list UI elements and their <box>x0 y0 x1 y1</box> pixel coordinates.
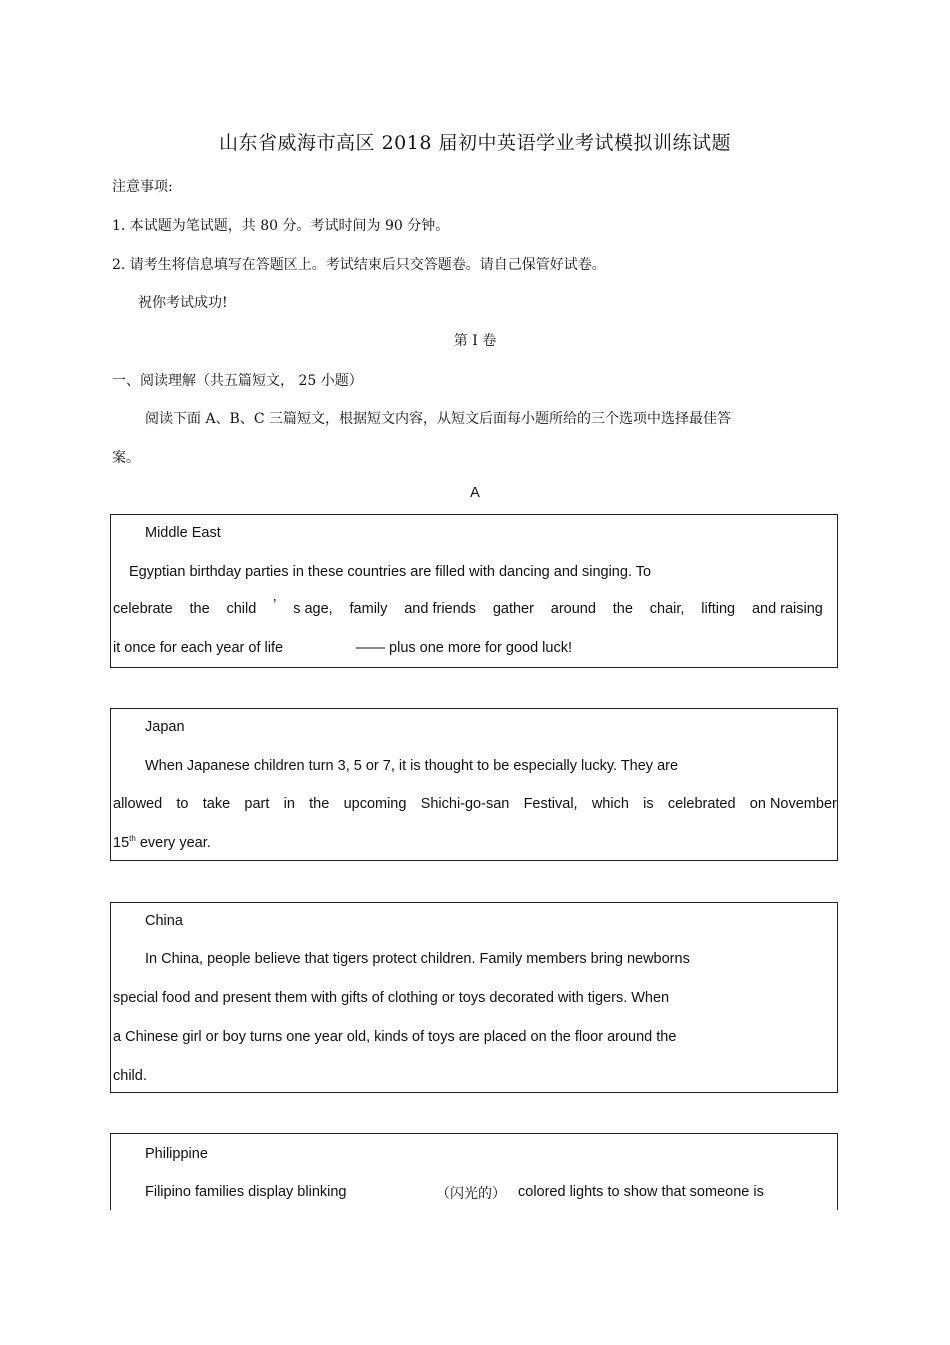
word: chair, <box>649 601 685 617</box>
word: ’ <box>273 597 277 613</box>
ordinal-suffix: th <box>129 834 136 843</box>
word: and friends <box>404 601 476 617</box>
word: gather <box>492 601 534 617</box>
box-line: child. <box>113 1068 147 1084</box>
word: allowed <box>113 796 163 812</box>
passage-label: A <box>470 485 480 501</box>
box-middle-east <box>110 514 838 668</box>
box-line: colored lights to show that someone is <box>518 1184 764 1200</box>
box-line: In China, people believe that tigers protect children. Family members bring newborns <box>145 951 690 967</box>
date-rest: every year. <box>135 835 211 851</box>
word: around <box>550 601 596 617</box>
word: take <box>202 796 231 812</box>
word: which <box>591 796 629 812</box>
word: on November <box>749 796 837 812</box>
word: s age, <box>293 601 333 617</box>
section-instruction-line-2: 案。 <box>112 450 140 466</box>
box-line <box>113 834 211 851</box>
date-number: 15 <box>113 835 130 851</box>
box-line: Filipino families display blinking <box>145 1184 347 1200</box>
box-justified-line <box>113 597 823 617</box>
word: celebrated <box>667 796 736 812</box>
box-line: special food and present them with gifts of clothing or toys decorated with tigers. When <box>113 990 670 1006</box>
notice-wish: 祝你考试成功! <box>138 295 228 311</box>
box-heading: Philippine <box>145 1146 208 1162</box>
notice-item-1: 1. 本试题为笔试题，共 80 分。考试时间为 90 分钟。 <box>112 218 450 234</box>
word: part <box>244 796 270 812</box>
word: lifting <box>701 601 736 617</box>
word: in <box>283 796 295 812</box>
word: the <box>189 601 210 617</box>
word: child <box>226 601 257 617</box>
box-japan <box>110 708 838 861</box>
notice-item-2: 2. 请考生将信息填写在答题区上。考试结束后只交答题卷。请自己保管好试卷。 <box>112 257 606 273</box>
word: to <box>176 796 189 812</box>
page-title: 山东省威海市高区 2018 届初中英语学业考试模拟训练试题 <box>219 132 731 154</box>
section-heading: 一、阅读理解（共五篇短文， 25 小题） <box>112 373 363 389</box>
box-heading: Japan <box>145 719 185 735</box>
section-instruction-line-1: 阅读下面 A、B、C 三篇短文，根据短文内容，从短文后面每小题所给的三个选项中选择最佳答 <box>145 411 732 427</box>
word: family <box>349 601 388 617</box>
word: Festival, <box>523 796 578 812</box>
notice-heading: 注意事项: <box>112 179 173 195</box>
box-heading: Middle East <box>145 525 221 541</box>
box-heading: China <box>145 913 183 929</box>
box-china <box>110 902 838 1093</box>
box-line: a Chinese girl or boy turns one year old, kinds of toys are placed on the floor around the <box>113 1029 677 1045</box>
box-justified-line <box>113 796 837 812</box>
box-line: When Japanese children turn 3, 5 or 7, it is thought to be especially lucky. They are <box>145 758 679 774</box>
box-philippine <box>110 1133 838 1210</box>
word: upcoming <box>343 796 407 812</box>
box-line: —— plus one more for good luck! <box>356 640 572 656</box>
word: Shichi-go-san <box>420 796 510 812</box>
word: the <box>309 796 330 812</box>
word: is <box>643 796 654 812</box>
volume-label: 第 I 卷 <box>453 333 497 349</box>
word: celebrate <box>113 601 173 617</box>
word: and raising <box>751 601 823 617</box>
box-line-gloss: （闪光的） <box>436 1186 506 1202</box>
word: the <box>612 601 633 617</box>
box-line: it once for each year of life <box>113 640 284 656</box>
box-line: Egyptian birthday parties in these countries are filled with dancing and singing. To <box>129 564 652 580</box>
